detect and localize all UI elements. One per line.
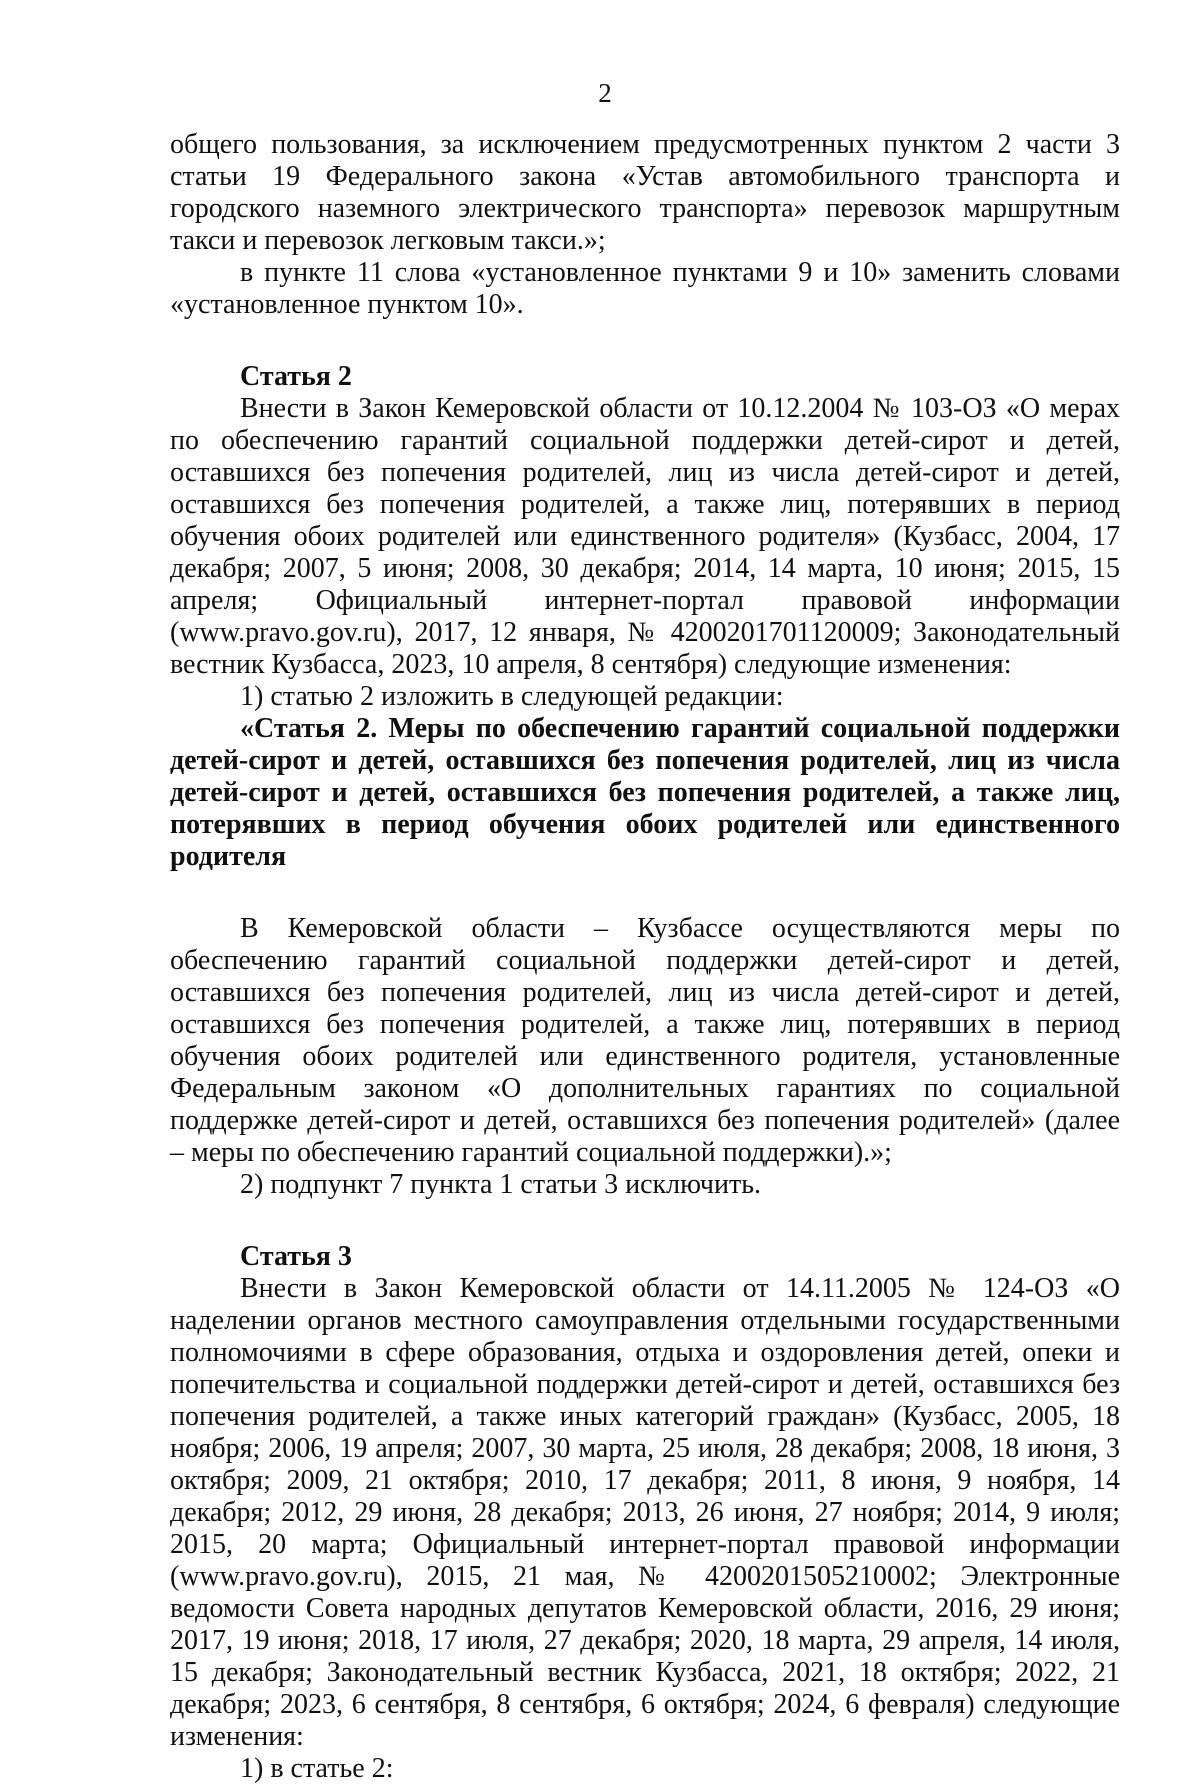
article-2-item-2: 2) подпункт 7 пункта 1 статьи 3 исключить.: [240, 1169, 762, 1200]
page-number: 2: [598, 78, 612, 108]
intro-paragraph-2: в пункте 11 слова «установленное пунктами 9 и 10» заменить словами «установленное пунктом 10».: [170, 257, 1120, 320]
article-3-heading: Статья 3: [240, 1241, 352, 1272]
intro-paragraph-1: общего пользования, за исключением предусмотренных пунктом 2 части 3 статьи 19 Федерального закона «Устав автомобильного транспорта и городского наземного электрического транспорта» перевозок маршрутным такси и перевозок легковым такси.»;: [170, 129, 1120, 256]
article-2-item-1: 1) статью 2 изложить в следующей редакции:: [240, 681, 784, 712]
spacer: [170, 321, 1120, 361]
spacer: [170, 873, 1120, 913]
article-2-paragraph-1: Внести в Закон Кемеровской области от 10.12.2004 № 103-ОЗ «О мерах по обеспечению гарантий социальной поддержки детей-сирот и детей, оставшихся без попечения родителей, лиц из числа детей-сирот и детей, оставшихся без попечения родителей, а также лиц, потерявших в период обучения обоих родителей или единственного родителя» (Кузбасс, 2004, 17 декабря; 2007, 5 июня; 2008, 30 декабря; 2014, 14 марта, 10 июня; 2015, 15 апреля; Официальный интернет-портал правовой информации (www.pravo.gov.ru), 2017, 12 января, № 4200201701120009; Законодательный вестник Кузбасса, 2023, 10 апреля, 8 сентября) следующие изменения:: [170, 393, 1120, 680]
article-2-paragraph-2: В Кемеровской области – Кузбассе осуществляются меры по обеспечению гарантий социальной поддержки детей-сирот и детей, оставшихся без попечения родителей, лиц из числа детей-сирот и детей, оставшихся без попечения родителей, а также лиц, потерявших в период обучения обоих родителей или единственного родителя, установленные Федеральным законом «О дополнительных гарантиях по социальной поддержке детей-сирот и детей, оставшихся без попечения родителей» (далее – меры по обеспечению гарантий социальной поддержки).»;: [170, 913, 1120, 1168]
spacer: [170, 1201, 1120, 1241]
article-3-paragraph-1: Внести в Закон Кемеровской области от 14.11.2005 № 124-ОЗ «О наделении органов местного самоуправления отдельными государственными полномочиями в сфере образования, отдыха и оздоровления детей, опеки и попечительства и социальной поддержки детей-сирот и детей, оставшихся без попечения родителей, а также иных категорий граждан» (Кузбасс, 2005, 18 ноября; 2006, 19 апреля; 2007, 30 марта, 25 июля, 28 декабря; 2008, 18 июня, 3 октября; 2009, 21 октября; 2010, 17 декабря; 2011, 8 июня, 9 ноября, 14 декабря; 2012, 29 июня, 28 декабря; 2013, 26 июня, 27 ноября; 2014, 9 июля; 2015, 20 марта; Официальный интернет-портал правовой информации (www.pravo.gov.ru), 2015, 21 мая, № 4200201505210002; Электронные ведомости Совета народных депутатов Кемеровской области, 2016, 29 июня; 2017, 19 июня; 2018, 17 июля, 27 декабря; 2020, 18 марта, 29 апреля, 14 июля, 15 декабря; Законодательный вестник Кузбасса, 2021, 18 октября; 2022, 21 декабря; 2023, 6 сентября, 8 сентября, 6 октября; 2024, 6 февраля) следующие изменения:: [170, 1273, 1120, 1752]
article-2-bold-title: «Статья 2. Меры по обеспечению гарантий социальной поддержки детей-сирот и детей, оставшихся без попечения родителей, лиц из числа детей-сирот и детей, оставшихся без попечения родителей, а также лиц, потерявших в период обучения обоих родителей или единственного родителя: [170, 713, 1120, 872]
article-2-heading: Статья 2: [240, 361, 352, 392]
article-3-item-1: 1) в статье 2:: [240, 1753, 394, 1784]
